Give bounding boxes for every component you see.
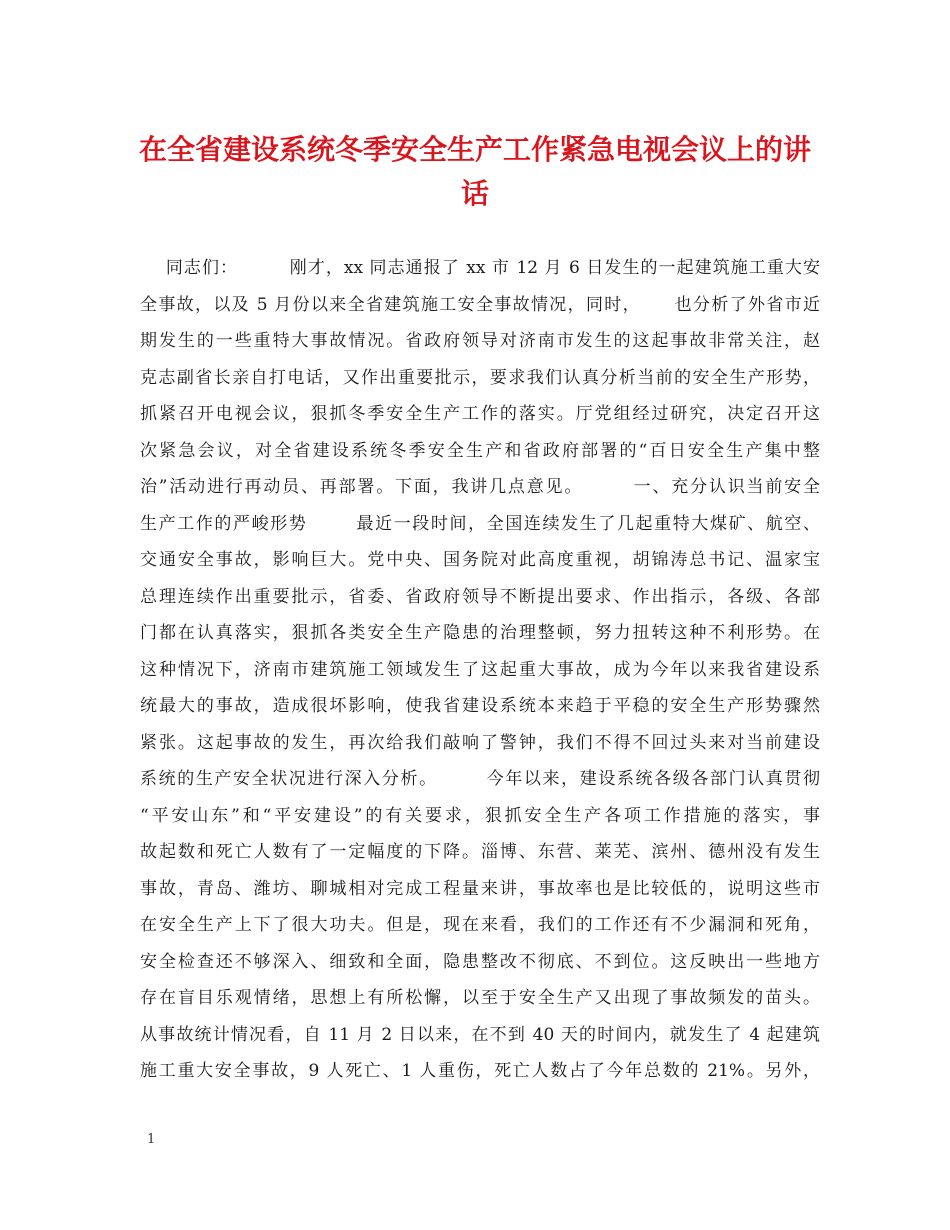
body-line: 故起数和死亡人数有了一定幅度的下降。淄博、东营、莱芜、滨州、德州没有发生 — [140, 842, 820, 862]
body-line: 事故，青岛、潍坊、聊城相对完成工程量来讲，事故率也是比较低的，说明这些市 — [140, 878, 820, 899]
page-number: 1 — [147, 1132, 156, 1147]
body-line: 门都在认真落实，狠抓各类安全生产隐患的治理整顿，努力扭转这种不利形势。在 — [140, 623, 820, 643]
body-line: 期发生的一些重特大事故情况。省政府领导对济南市发生的这起事故非常关注，赵 — [140, 331, 820, 351]
body-line: 紧张。这起事故的发生，再次给我们敲响了警钟，我们不得不回过头来对当前建设 — [140, 732, 820, 753]
document-title — [120, 128, 830, 216]
body-line: 总理连续作出重要批示，省委、省政府领导不断提出要求、作出指示，各级、各部 — [140, 586, 820, 607]
body-line: 抓紧召开电视会议，狠抓冬季安全生产工作的落实。厅党组经过研究，决定召开这 — [140, 404, 820, 424]
body-line: 存在盲目乐观情绪，思想上有所松懈，以至于安全生产又出现了事故频发的苗头。 — [140, 988, 820, 1008]
body-line: 同志们： 刚才，xx 同志通报了 xx 市 12 月 6 日发生的一起建筑施工重大安 — [140, 258, 820, 278]
body-line: 在安全生产上下了很大功夫。但是，现在来看，我们的工作还有不少漏洞和死角， — [140, 915, 820, 935]
document-body — [140, 250, 820, 1090]
body-line: 施工重大安全事故，9 人死亡、1 人重伤，死亡人数占了今年总数的 21%。另外， — [140, 1061, 820, 1081]
body-line: 次紧急会议，对全省建设系统冬季安全生产和省政府部署的“百日安全生产集中整 — [140, 440, 820, 461]
body-line: 从事故统计情况看，自 11 月 2 日以来，在不到 40 天的时间内，就发生了 4 起建筑 — [140, 1024, 820, 1045]
body-line: 治”活动进行再动员、再部署。下面，我讲几点意见。 一、充分认识当前安全 — [140, 477, 820, 497]
title-line-1: 在全省建设系统冬季安全生产工作紧急电视会议上的讲 — [138, 133, 811, 166]
body-line: 全事故，以及 5 月份以来全省建筑施工安全事故情况，同时， 也分析了外省市近 — [140, 294, 820, 315]
title-line-2: 话 — [460, 177, 489, 210]
body-line: 交通安全事故，影响巨大。党中央、国务院对此高度重视，胡锦涛总书记、温家宝 — [140, 550, 820, 570]
body-line: 系统的生产安全状况进行深入分析。 今年以来，建设系统各级各部门认真贯彻 — [140, 769, 820, 789]
body-line: 克志副省长亲自打电话，又作出重要批示，要求我们认真分析当前的安全生产形势， — [140, 367, 820, 388]
body-line: 安全检查还不够深入、细致和全面，隐患整改不彻底、不到位。这反映出一些地方 — [140, 951, 820, 972]
body-line: 统最大的事故，造成很坏影响，使我省建设系统本来趋于平稳的安全生产形势骤然 — [140, 696, 820, 716]
body-line: 生产工作的严峻形势 最近一段时间，全国连续发生了几起重特大煤矿、航空、 — [140, 513, 820, 534]
body-line: 这种情况下，济南市建筑施工领域发生了这起重大事故，成为今年以来我省建设系 — [140, 659, 820, 680]
body-line: “平安山东”和“平安建设”的有关要求，狠抓安全生产各项工作措施的落实，事 — [140, 805, 820, 826]
